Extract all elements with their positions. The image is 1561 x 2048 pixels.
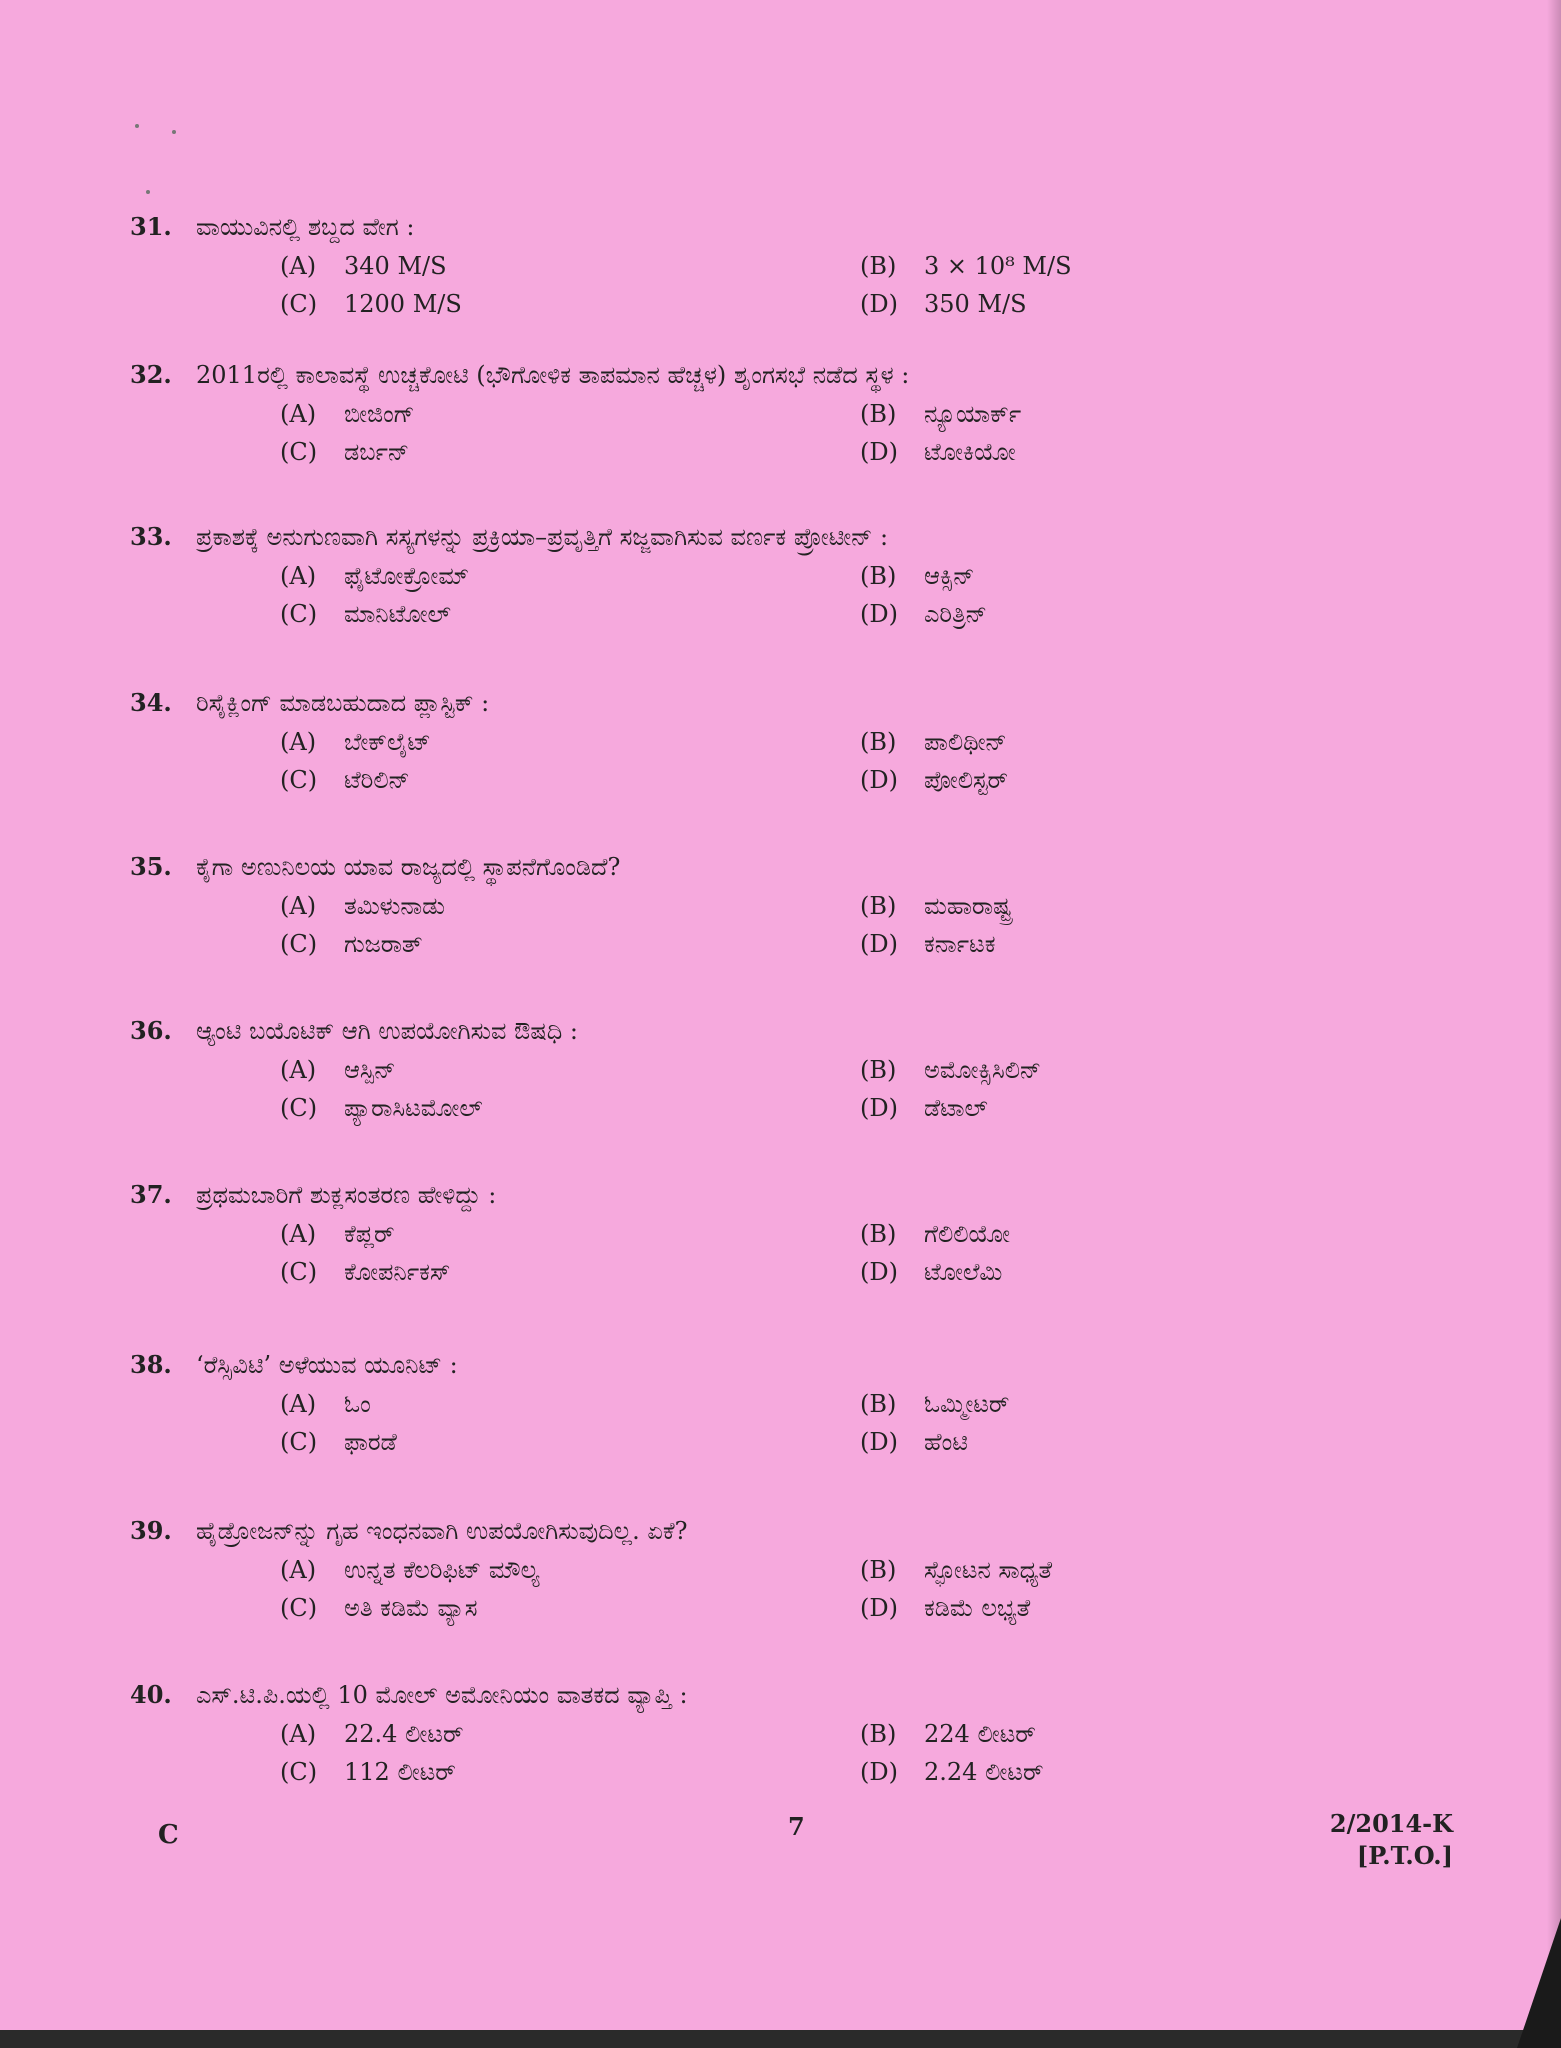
option-label: (B) — [860, 1220, 897, 1248]
question-40 — [130, 1680, 1250, 1788]
option-text: 112 ಲೀಟರ್ — [344, 1758, 456, 1786]
question-text: ರಿಸೈಕ್ಲಿಂಗ್ ಮಾಡಬಹುದಾದ ಪ್ಲಾಸ್ಟಿಕ್ : — [196, 689, 490, 717]
question-text: ಪ್ರಕಾಶಕ್ಕೆ ಅನುಗುಣವಾಗಿ ಸಸ್ಯಗಳನ್ನು ಪ್ರಕ್ರಿಯಾ–ಪ್ರವೃತ್ತಿಗೆ ಸಜ್ಜವಾಗಿಸುವ ವರ್ಣಕ ಪ್ರೋಟೀನ್ : — [196, 523, 889, 551]
option-d — [860, 1092, 1260, 1124]
option-label: (C) — [280, 600, 318, 628]
question-31 — [130, 212, 1250, 320]
option-text: ಓಮ್ಮೀಟರ್ — [924, 1390, 1010, 1418]
option-label: (B) — [860, 892, 897, 920]
pto-marker: [P.T.O.] — [1356, 1841, 1453, 1870]
option-label: (B) — [860, 1556, 897, 1584]
option-d — [860, 436, 1260, 468]
option-a — [280, 560, 860, 592]
corner-fold — [1517, 1918, 1561, 2048]
option-c — [280, 764, 860, 796]
option-text: ಅತಿ ಕಡಿಮೆ ವ್ಯಾಸ — [344, 1594, 478, 1622]
option-text: ಪೋಲಿಸ್ಟರ್ — [924, 766, 1008, 794]
option-d — [860, 1426, 1260, 1458]
option-label: (B) — [860, 562, 897, 590]
option-a — [280, 1054, 860, 1086]
option-c — [280, 288, 860, 320]
question-number: 32. — [130, 360, 172, 389]
option-text: 22.4 ಲೀಟರ್ — [344, 1720, 464, 1748]
option-text: ಗುಜರಾತ್ — [344, 930, 423, 958]
option-label: (A) — [280, 1720, 317, 1748]
option-d — [860, 1256, 1260, 1288]
question-text: ವಾಯುವಿನಲ್ಲಿ ಶಬ್ದದ ವೇಗ : — [196, 213, 415, 241]
option-label: (C) — [280, 290, 318, 318]
option-text: ಬೇಕ್‌ಲೈಟ್ — [344, 728, 431, 756]
option-label: (B) — [860, 400, 897, 428]
option-text: ನ್ಯೂಯಾರ್ಕ್ — [924, 400, 1022, 428]
option-b — [860, 560, 1260, 592]
question-text: ಆ್ಯಂಟಿ ಬಯೊಟಿಕ್ ಆಗಿ ಉಪಯೋಗಿಸುವ ಔಷಧಿ : — [196, 1017, 578, 1045]
option-c — [280, 436, 860, 468]
question-number: 34. — [130, 688, 172, 717]
option-label: (D) — [860, 1758, 898, 1786]
option-a — [280, 1388, 860, 1420]
question-number: 39. — [130, 1516, 172, 1545]
option-text: ಕೆಪ್ಲರ್ — [344, 1220, 395, 1248]
option-label: (A) — [280, 1220, 317, 1248]
option-label: (A) — [280, 1390, 317, 1418]
option-label: (C) — [280, 766, 318, 794]
option-label: (D) — [860, 1094, 898, 1122]
question-36 — [130, 1016, 1250, 1124]
question-number: 35. — [130, 852, 172, 881]
option-label: (C) — [280, 930, 318, 958]
option-a — [280, 250, 860, 282]
option-label: (D) — [860, 1594, 898, 1622]
paper-code: 2/2014-K — [1329, 1809, 1453, 1838]
series-code: C — [158, 1820, 179, 1850]
option-c — [280, 928, 860, 960]
question-34 — [130, 688, 1250, 796]
option-text: ಫಾರಡೆ — [344, 1428, 397, 1456]
option-b — [860, 1388, 1260, 1420]
option-c — [280, 1092, 860, 1124]
option-text: ಕೋಪರ್ನಿಕಸ್ — [344, 1258, 451, 1286]
option-text: 3 × 10⁸ M/S — [924, 252, 1072, 280]
option-b — [860, 726, 1260, 758]
option-text: ಅಮೋಕ್ಸಿಸಿಲಿನ್ — [924, 1056, 1042, 1084]
option-label: (C) — [280, 438, 318, 466]
question-number: 37. — [130, 1180, 172, 1209]
question-38 — [130, 1350, 1250, 1458]
page-edge-shadow — [1547, 0, 1561, 2048]
option-text: 2.24 ಲೀಟರ್ — [924, 1758, 1044, 1786]
stray-dot — [146, 190, 150, 194]
option-text: ಡೆಟಾಲ್ — [924, 1094, 988, 1122]
option-text: ಓಂ — [344, 1390, 371, 1418]
option-b — [860, 1218, 1260, 1250]
option-label: (A) — [280, 400, 317, 428]
option-label: (B) — [860, 728, 897, 756]
option-label: (A) — [280, 562, 317, 590]
question-number: 33. — [130, 522, 172, 551]
option-text: 1200 M/S — [344, 290, 462, 318]
option-label: (D) — [860, 600, 898, 628]
option-b — [860, 250, 1260, 282]
option-text: ಸ್ಫೋಟನ ಸಾಧ್ಯತೆ — [924, 1556, 1053, 1584]
option-b — [860, 1718, 1260, 1750]
option-text: ಮಾನಿಟೋಲ್ — [344, 600, 451, 628]
option-label: (C) — [280, 1094, 318, 1122]
option-d — [860, 598, 1260, 630]
option-a — [280, 1718, 860, 1750]
question-number: 40. — [130, 1680, 172, 1709]
option-text: ಕರ್ನಾಟಕ — [924, 930, 996, 958]
question-35 — [130, 852, 1250, 960]
option-label: (A) — [280, 728, 317, 756]
question-text: ‘ರೆಸ್ಸಿವಿಟಿ’ ಅಳೆಯುವ ಯೂನಿಟ್ : — [196, 1351, 458, 1379]
question-text: ಹೈಡ್ರೋಜನ್‌ನ್ನು ಗೃಹ ಇಂಧನವಾಗಿ ಉಪಯೋಗಿಸುವುದಿಲ್ಲ. ಏಕೆ? — [196, 1517, 688, 1545]
option-label: (C) — [280, 1758, 318, 1786]
option-label: (D) — [860, 1428, 898, 1456]
question-number: 38. — [130, 1350, 172, 1379]
question-text: 2011ರಲ್ಲಿ ಕಾಲಾವಸ್ಥೆ ಉಚ್ಚಕೋಟಿ (ಭೌಗೋಳಿಕ ತಾಪಮಾನ ಹೆಚ್ಚಳ) ಶೃಂಗಸಭೆ ನಡೆದ ಸ್ಥಳ : — [196, 361, 910, 389]
option-b — [860, 890, 1260, 922]
option-text: 350 M/S — [924, 290, 1027, 318]
option-c — [280, 1756, 860, 1788]
option-text: ಕಡಿಮೆ ಲಭ್ಯತೆ — [924, 1594, 1031, 1622]
option-c — [280, 1256, 860, 1288]
option-label: (A) — [280, 252, 317, 280]
option-label: (B) — [860, 1056, 897, 1084]
question-text: ಕೈಗಾ ಅಣುನಿಲಯ ಯಾವ ರಾಜ್ಯದಲ್ಲಿ ಸ್ಥಾಪನೆಗೊಂಡಿದೆ? — [196, 853, 621, 881]
option-text: ಮಹಾರಾಷ್ಟ್ರ — [924, 892, 1012, 920]
option-d — [860, 1756, 1260, 1788]
question-32 — [130, 360, 1250, 468]
option-label: (C) — [280, 1594, 318, 1622]
option-d — [860, 1592, 1260, 1624]
option-a — [280, 1554, 860, 1586]
question-number: 31. — [130, 212, 172, 241]
paper-code-block — [1330, 1808, 1453, 1872]
option-c — [280, 598, 860, 630]
option-c — [280, 1592, 860, 1624]
option-label: (A) — [280, 1556, 317, 1584]
stray-dot — [172, 130, 176, 134]
option-d — [860, 764, 1260, 796]
option-label: (B) — [860, 1390, 897, 1418]
scan-bottom-edge — [0, 2030, 1561, 2048]
option-label: (D) — [860, 930, 898, 958]
option-label: (C) — [280, 1428, 318, 1456]
option-text: ಹೆಂಟಿ — [924, 1428, 968, 1456]
option-text: 224 ಲೀಟರ್ — [924, 1720, 1036, 1748]
option-c — [280, 1426, 860, 1458]
option-text: ಗೆಲಿಲಿಯೋ — [924, 1220, 1011, 1248]
option-label: (A) — [280, 1056, 317, 1084]
option-b — [860, 1054, 1260, 1086]
option-text: ಟೋಕಿಯೋ — [924, 438, 1016, 466]
option-label: (B) — [860, 252, 897, 280]
option-text: ಆಸ್ಪಿನ್ — [344, 1056, 396, 1084]
option-label: (D) — [860, 438, 898, 466]
question-37 — [130, 1180, 1250, 1288]
option-a — [280, 726, 860, 758]
question-33 — [130, 522, 1250, 630]
option-text: ಆಕ್ಸಿನ್ — [924, 562, 975, 590]
option-b — [860, 1554, 1260, 1586]
question-39 — [130, 1516, 1250, 1624]
page-number: 7 — [788, 1812, 805, 1841]
stray-dot — [135, 124, 139, 128]
option-label: (A) — [280, 892, 317, 920]
option-label: (C) — [280, 1258, 318, 1286]
option-d — [860, 928, 1260, 960]
question-text: ಪ್ರಥಮಬಾರಿಗೆ ಶುಕ್ಲಸಂತರಣ ಹೇಳಿದ್ದು : — [196, 1181, 497, 1209]
option-label: (D) — [860, 1258, 898, 1286]
option-text: ಬೀಜಿಂಗ್ — [344, 400, 415, 428]
option-label: (D) — [860, 766, 898, 794]
option-text: ಡರ್ಬನ್ — [344, 438, 410, 466]
option-a — [280, 1218, 860, 1250]
option-text: ಎರಿತ್ರಿನ್ — [924, 600, 987, 628]
option-text: ಉನ್ನತ ಕೆಲರಿಫಿಟ್ ಮೌಲ್ಯ — [344, 1556, 540, 1584]
option-text: ಟೋಲೆಮಿ — [924, 1258, 1003, 1286]
option-a — [280, 398, 860, 430]
option-text: ಟೆರಿಲಿನ್ — [344, 766, 410, 794]
option-text: ಫೈಟೋಕ್ರೋಮ್ — [344, 562, 469, 590]
option-text: ತಮಿಳುನಾಡು — [344, 892, 446, 920]
option-d — [860, 288, 1260, 320]
option-text: ಪಾಲಿಥೀನ್ — [924, 728, 1007, 756]
option-text: ಪ್ಯಾರಾಸಿಟಮೋಲ್ — [344, 1094, 483, 1122]
option-label: (D) — [860, 290, 898, 318]
option-text: 340 M/S — [344, 252, 447, 280]
question-number: 36. — [130, 1016, 172, 1045]
question-text: ಎಸ್.ಟಿ.ಪಿ.ಯಲ್ಲಿ 10 ಮೋಲ್ ಅಮೋನಿಯಂ ವಾತಕದ ವ್ಯಾಪ್ತಿ : — [196, 1681, 688, 1709]
option-b — [860, 398, 1260, 430]
option-a — [280, 890, 860, 922]
option-label: (B) — [860, 1720, 897, 1748]
